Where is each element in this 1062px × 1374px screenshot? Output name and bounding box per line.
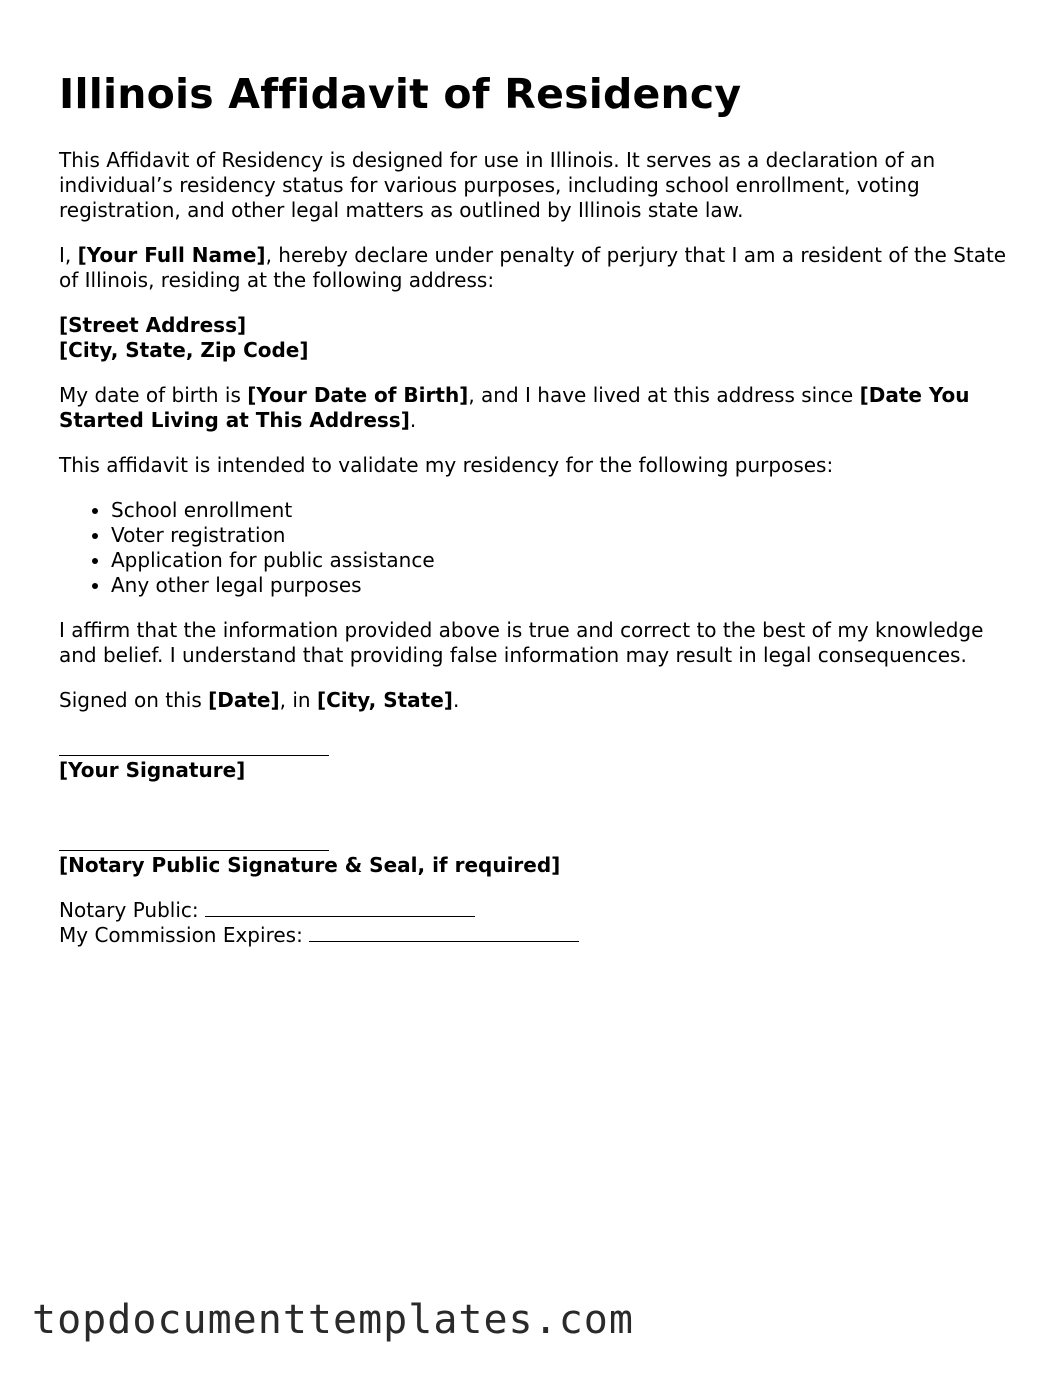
commission-row [59,923,1009,948]
intro-paragraph: This Affidavit of Residency is designed for use in Illinois. It serves as a declaration of an individual’s residency status for various purposes, including school enrollment, voting registration, and other legal matters as outlined by Illinois state law. [59,148,936,223]
since-date-placeholder: [Date You Started Living at This Address] [59,383,970,433]
purposes-intro: This affidavit is intended to validate my residency for the following purposes: [59,453,834,478]
notary-signature-block [59,828,1009,878]
list-item: • Any other legal purposes [111,573,1009,598]
signed-paragraph [59,688,1009,713]
purposes-list [59,498,1009,598]
full-name-placeholder: [Your Full Name] [77,243,266,268]
notary-public-line[interactable] [205,898,475,917]
declaration-prefix: I, [59,243,78,268]
street-address-placeholder: [Street Address] [59,313,247,338]
dob-placeholder: [Your Date of Birth] [247,383,469,408]
date-placeholder: [Date] [208,688,280,713]
affirmation-paragraph: I affirm that the information provided above is true and correct to the best of my knowledge and belief. I understand that providing false information may result in legal consequences. [59,618,984,668]
birth-middle: , and I have lived at this address since [468,383,860,408]
notary-fields [59,898,1009,948]
birth-prefix: My date of birth is [59,383,248,408]
commission-label: My Commission Expires: [59,923,303,948]
notary-signature-line[interactable] [59,828,1009,853]
page-title: Illinois Affidavit of Residency [59,70,742,118]
notary-public-row [59,898,1009,923]
city-state-placeholder: [City, State] [316,688,453,713]
document-page [59,70,1009,968]
declaration-paragraph [59,243,1009,293]
signature-line[interactable] [59,733,1009,758]
declaration-suffix: , hereby declare under penalty of perjury that I am a resident of the State of Illinois, residing at the following address: [59,243,1007,293]
birth-end: . [409,408,417,433]
watermark: topdocumenttemplates.com [32,1297,634,1343]
signed-end: . [452,688,460,713]
signed-prefix: Signed on this [59,688,209,713]
notary-public-label: Notary Public: [59,898,199,923]
list-item: • School enrollment [111,498,1009,523]
signed-middle: , in [279,688,317,713]
list-item: • Voter registration [111,523,1009,548]
notary-signature-label: [Notary Public Signature & Seal, if required] [59,853,561,878]
commission-line[interactable] [309,923,579,942]
list-item: • Application for public assistance [111,548,1009,573]
city-state-zip-placeholder: [City, State, Zip Code] [59,338,309,363]
birth-paragraph [59,383,1009,433]
signature-label: [Your Signature] [59,758,246,783]
signature-block [59,733,1009,783]
address-block [59,313,1009,363]
